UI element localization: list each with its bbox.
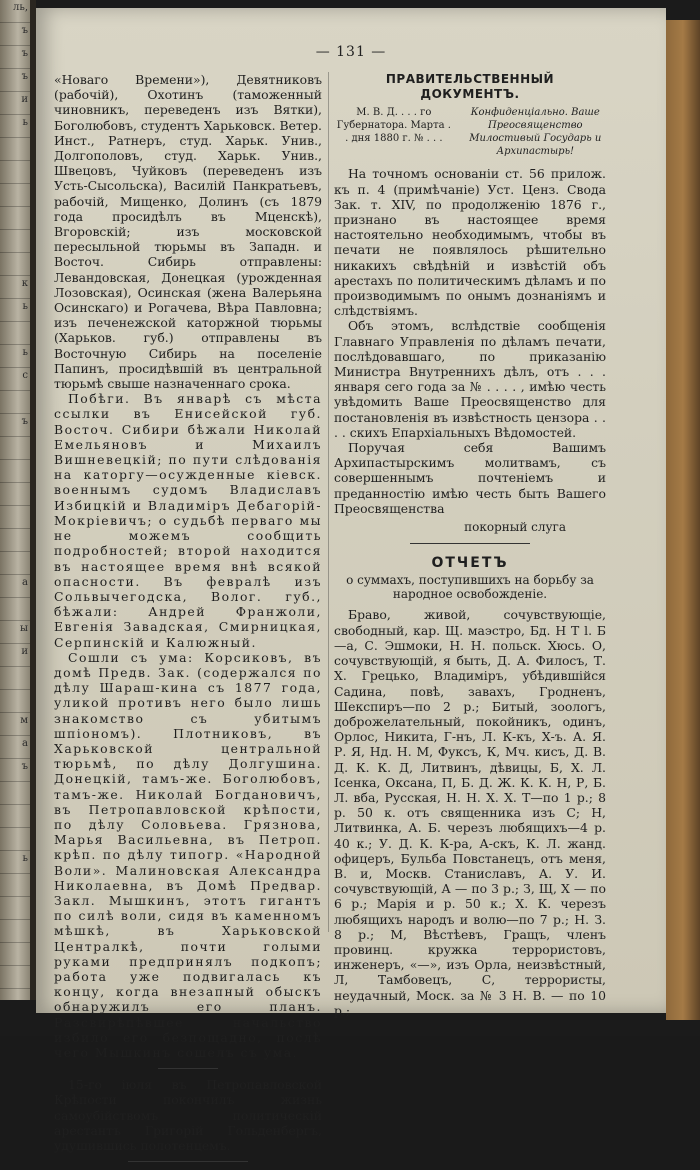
left-edge-fragment: ь (0, 347, 30, 368)
left-edge-fragment: ъ (0, 48, 30, 69)
right-column (334, 72, 606, 1018)
left-edge-fragment (0, 899, 30, 920)
left-edge-fragment (0, 232, 30, 253)
left-edge-fragment: ъ (0, 416, 30, 437)
report-text: Браво, живой, сочувствующіе, свободный, кар. Щ. маэстро, Бд. Н Т l. Б—а, С. Эшмоки, Н. Н. польск. Хюсь. О, сочувствующій, я быть, Д. А. Филосъ, Т. Х. Грецько, Владиміръ, убѣдившійся Садина, повѣ, завахъ, Гродненъ, Шекспиръ—по 2 р.; Битый, зоологъ, доброжелательный, покойникъ, одинъ, Орлос, Никита, Г-нъ, Л. К-къ, Х-ъ. А. Я. Р. Я, Нд. Н. М, Фуксъ, К, Мч. кисъ, Д. В. Д. К. К. Д, Литвинъ, дѣвицы, Б, Х. Л. Ісенка, Оксана, П, Б. Д. Ж. К. К. Н, Р, Б. Л. вба, Русская, Н. Н. Х. Х. Т—по 1 р.; 8 р. 50 к. отъ священника изъ С; Н, Литвинка, А. Б. черезъ любящихъ—4 р. 40 к.; У. Д. К. К-ра, А-скъ, К. Л. жанд. офицеръ, Бульба Повстанецъ, отъ меня, В. и, Москв. Станиславъ, А. У. И. сочувствующій, А — по 3 р.; З, Щ, Х — по 6 р.; Марія и р. 50 к.; Х. К. черезъ любящихъ народъ и волю—по 7 р.; Н. З. 8 р.; М, Вѣстѣевъ, Гращъ, членъ провинц. кружка террористовъ, инженеръ, «—», изъ Орла, неизвѣстный, Л, Тамбовецъ, С, террористы, неудачный, Моск. за № 3 Н. В. — по 10 р.; (334, 607, 606, 1018)
left-paragraph-transfers: «Новаго Времени»), Девятниковъ (рабочій), Охотинъ (таможенный чиновникъ, переведенъ изъ Вятки), Боголюбовъ, студентъ Харьковск. Ветер. Инст., Ратнеръ, студ. Харьк. Унив., Долгополовъ, студ. Харьк. Унив., Швецовъ, Чуйковъ (переведенъ изъ Усть-Сысольска), Василій Панкратьевъ, рабочій, Мищенко, Долинъ (съ 1879 года просидѣлъ въ Мценскѣ), Вгоровскій; изъ московской пересыльной тюрьмы въ Западн. и Восточ. Сибирь отправлены: Левандовская, Донецкая (урожденная Лозовская), Осинская (жена Валерьяна Осинскаго) и Рогачева, Вѣра Павловна; изъ печенежской каторжной тюрьмы (Харьков. губ.) отправлены въ Восточную Сибирь на поселеніе Папинъ, просидѣвшій въ центральной тюрьмѣ свыше назначеннаго срока. (54, 72, 322, 392)
left-edge-fragment: ь (0, 301, 30, 322)
left-page-edge (0, 0, 30, 1000)
left-edge-fragment (0, 784, 30, 805)
document-header (334, 106, 606, 158)
divider (410, 543, 530, 544)
left-edge-fragment (0, 508, 30, 529)
report-subtitle: о суммахъ, поступившихъ на борьбу за народное освобожденіе. (346, 573, 594, 602)
left-edge-fragment (0, 669, 30, 690)
left-paragraph-suicide: 15-го іюля въ Петропавловской Крѣпости покончилъ жизнь самоубійствомъ политическій арестантъ Григорій Гольденбергъ, удушившись полотенцемъ. (54, 1077, 322, 1154)
left-edge-fragment: и (0, 94, 30, 115)
report-title: ОТЧЕТЪ (431, 555, 509, 572)
left-edge-fragment: ь (0, 117, 30, 138)
document-title: ПРАВИТЕЛЬСТВЕННЫЙ ДОКУМЕНТЪ. (385, 72, 555, 102)
left-edge-fragment (0, 922, 30, 943)
document-signature: покорный слуга (464, 520, 566, 535)
left-edge-fragment (0, 485, 30, 506)
left-edge-fragment (0, 255, 30, 276)
page-number: — 131 — (315, 44, 387, 60)
column-separator (328, 72, 329, 932)
left-edge-fragment (0, 393, 30, 414)
document-header-left: М. В. Д. . . . го Губернатора. Марта . . дня 1880 г. № . . . (336, 107, 451, 145)
document-paragraph: Поручая себя Вашимъ Архипастырскимъ молитвамъ, съ совершеннымъ почтеніемъ и преданностію имѣю честь быть Вашего Преосвященства (334, 440, 606, 516)
left-edge-fragment (0, 209, 30, 230)
left-edge-fragment (0, 531, 30, 552)
divider (158, 1068, 218, 1069)
left-edge-fragment (0, 968, 30, 989)
left-edge-fragment (0, 186, 30, 207)
document-paragraph: На точномъ основаніи ст. 56 прилож. къ п. 4 (примѣчаніе) Уст. Ценз. Свода Зак. т. XIV, по продолженію 1876 г., признано въ настоящее время настоятельно необходимымъ, чтобы въ печати не появлялось рѣшительно никакихъ свѣдѣній и извѣстій объ арестахъ по политическимъ дѣламъ и по производимымъ по онымъ дознаніямъ и слѣдствіямъ. (334, 166, 606, 319)
left-edge-fragment: ль, (0, 2, 30, 23)
left-edge-fragment: ы (0, 623, 30, 644)
left-paragraph-escapes: Побѣги. Въ январѣ съ мѣста ссылки въ Енисейской губ. Восточ. Сибири бѣжали Николай Емельяновъ и Михаилъ Вишневецкій; по пути слѣдованія на каторгу—осужденные кіевск. военнымъ судомъ Владиславъ Избицкій и Владиміръ Дебагорій-Мокріевичъ; о судьбѣ перваго мы не можемъ сообщить подробностей; второй находится въ настоящее время внѣ всякой опасности. Въ февралѣ изъ Сольвычегодска, Волог. губ., бѣжали: Андрей Франжоли, Евгенія Завадская, Смирницкая, Серпинскій и Калюжный. (54, 391, 323, 650)
left-edge-fragment (0, 945, 30, 966)
left-edge-fragment: ь (0, 853, 30, 874)
divider (128, 1161, 248, 1162)
left-edge-fragment: с (0, 370, 30, 391)
document-header-right: Конфиденціально. Ваше Преосвященство Милостивый Государь и Архипастырь! (469, 107, 602, 158)
left-edge-fragment: ъ (0, 25, 30, 46)
left-edge-fragment: к (0, 278, 30, 299)
document-paragraph: Объ этомъ, вслѣдствіе сообщенія Главнаго Управленія по дѣламъ печати, послѣдовавшаго, по приказанію Министра Внутреннихъ дѣлъ, отъ . . . января сего года за № . . . . , имѣю честь увѣдомить Ваше Преосвященство для постановленія въ извѣстность цензора . . . . скихъ Епархіальныхъ Вѣдомостей. (334, 318, 606, 440)
left-column (54, 72, 322, 1170)
left-edge-fragment (0, 324, 30, 345)
left-edge-fragment (0, 140, 30, 161)
left-edge-fragment (0, 807, 30, 828)
book-cover-edge (666, 20, 700, 1020)
left-edge-fragment (0, 462, 30, 483)
left-edge-fragment (0, 163, 30, 184)
left-edge-fragment: и (0, 646, 30, 667)
left-edge-fragment (0, 876, 30, 897)
book-page (36, 8, 666, 1154)
left-paragraph-insane: Сошли съ ума: Корсиковъ, въ домѣ Предв. Зак. (содержался по дѣлу Шараш-кина съ 1877 года, уликой противъ него было лишь знакомство съ убитымъ шпіономъ). Плотниковъ, въ Харьковской центральной тюрьмѣ, по дѣлу Долгушина. Донецкій, тамъ-же. Боголюбовъ, тамъ-же. Николай Богдановичъ, въ Петропавловской крѣпости, по дѣлу Соловьева. Грязнова, Марья Васильевна, въ Петроп. крѣп. по дѣлу типогр. «Народной Воли». Малиновская Александра Николаевна, въ Домѣ Предвар. Закл. Мышкинъ, этотъ гигантъ по силѣ воли, сидя въ каменномъ мѣшкѣ, въ Харьковской Централкѣ, почти голыми руками предпринялъ подкопъ; работа уже подвигалась къ концу, когда внезапный обыскъ обнаружилъ его планъ. Разсвирѣпѣвшее начальство избило его безпощадно, послѣ чего Мышкинъ сошелъ съ ума. (54, 649, 322, 1060)
left-edge-fragment (0, 554, 30, 575)
left-edge-fragment: м (0, 715, 30, 736)
left-edge-fragment: ъ (0, 761, 30, 782)
left-edge-fragment: а (0, 577, 30, 598)
left-edge-fragment (0, 439, 30, 460)
left-edge-fragment (0, 600, 30, 621)
left-edge-fragment: а (0, 738, 30, 759)
left-edge-fragment (0, 692, 30, 713)
left-edge-fragment: ъ (0, 71, 30, 92)
left-edge-fragment (0, 830, 30, 851)
